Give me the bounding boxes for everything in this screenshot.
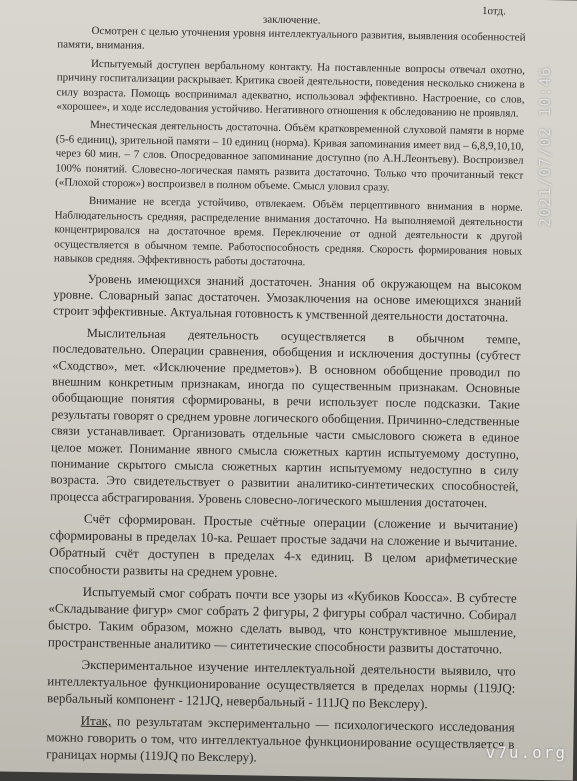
conclusion-lead: Итак, xyxy=(80,712,112,729)
header-department: 1отд. xyxy=(481,5,507,18)
photo-timestamp: 2021/07/02 10:46 xyxy=(536,66,554,227)
paragraph-attention: Внимание не всегда устойчиво, отвлекаем. Объём перцептивного внимания в норме. Наблюдательность средняя, распределение внимания достаточно. На выполняемой деятельности концентрировался на достаточное время. Переключение от одной деятельности к другой осуществляется в обычном темпе. Работоспособность средняя. Скорость формирования новых навыков средняя. Эффективность работы достаточна. xyxy=(53,195,523,269)
paragraph-conclusion xyxy=(46,711,515,769)
paragraph-thinking: Мыслительная деятельность осуществляется в обычном темпе, последовательно. Операции сравнения, обобщения и исключения доступны (субтест «Сходство», мет. «Исключение предметов»). В основном обобщение проводил по внешним конкретным признакам, иногда по существенным признакам. Основные обобщающие понятия сформированы, в речи использует после подсказки. Такие результаты говорят о среднем уровне логического обобщения. Причинно-следственные связи устанавливает. Организовать отдельные части смыслового сюжета в единое целое может. Понимание явного смысла сюжетных картин испытуемому доступно, понимание скрытого смысла сюжетных картин испытуемому недоступно в силу возраста. Это свидетельствует о развитии аналитико-синтетических способностей, процесса абстрагирования. Уровень словесно-логического мышления достаточен. xyxy=(50,325,521,510)
conclusion-text: по результатам экспериментально — психологического исследования можно говорить о том, что интеллектуальное функционирование осуществляется в границах нормы (119JQ по Векслеру). xyxy=(46,713,515,765)
paragraph-memory: Мнестическая деятельность достаточна. Объём кратковременной слуховой памяти в норме (5-6 единиц), зрительной памяти – 10 единиц (норма). Кривая запоминания имеет вид – 6,8,9,10,10, через 60 мин. – 7 слов. Опосредованное запоминание доступно (по А.Н.Леонтьеву). Воспроизвел 100% понятий. Словесно-логическая память развита достаточно. Только что прочитанный текст («Плохой сторож») воспроизвел в полном объеме. Смысл уловил сразу. xyxy=(55,119,525,194)
paragraph-intellect: Экспериментальное изучение интеллектуальной деятельности выявило, что интеллектуальное функционирование осуществляется в пределах нормы (119JQ: вербальный компонент - 121JQ, невербальный - 111JQ по Векслеру). xyxy=(46,657,516,712)
document-body xyxy=(46,0,526,775)
paragraph-contact: Испытуемый доступен вербальному контакту. На поставленные вопросы отвечал охотно, причину госпитализации раскрывает. Критика своей деятельности, поведения несколько снижена в силу возраста. Помощь воспринимал адекватно, использовал эффективно. Настроение, со слов, «хорошее», и ходе исследования устойчиво. Негативного отношения к обследованию не проявлял. xyxy=(56,57,526,120)
paragraph-purpose: Осмотрен с целью уточнения уровня интеллектуального развития, выявления особенностей памяти, внимания. xyxy=(57,24,526,53)
watermark: v7u.org xyxy=(485,743,567,762)
paragraph-knowledge: Уровень имеющихся знаний достаточен. Знания об окружающем на высоком уровне. Словарный запас достаточен. Умозаключения на основе имеющихся знаний строит эффективные. Актуальная готовность к умственной деятельности достаточна. xyxy=(53,271,522,325)
paragraph-constructive: Испытуемый смог собрать почти все узоры из «Кубиков Коосса». В субтесте «Складывание фигур» смог собрать 2 фигуры, 2 фигуры собрал частично. Собирал быстро. Таким образом, можно сделать вывод, что конструктивное мышление, пространственные аналитико — синтетические способности развиты достаточно. xyxy=(47,584,517,657)
header-title: заключение. xyxy=(262,13,321,27)
paragraph-counting: Счёт сформирован. Простые счётные операции (сложение и вычитание) сформированы в пределах 10-ка. Решает простые задачи на сложение и вычитание. Обратный счёт доступен в пределах 4-х единиц. В целом арифметические способности развиты на среднем уровне. xyxy=(48,511,518,581)
